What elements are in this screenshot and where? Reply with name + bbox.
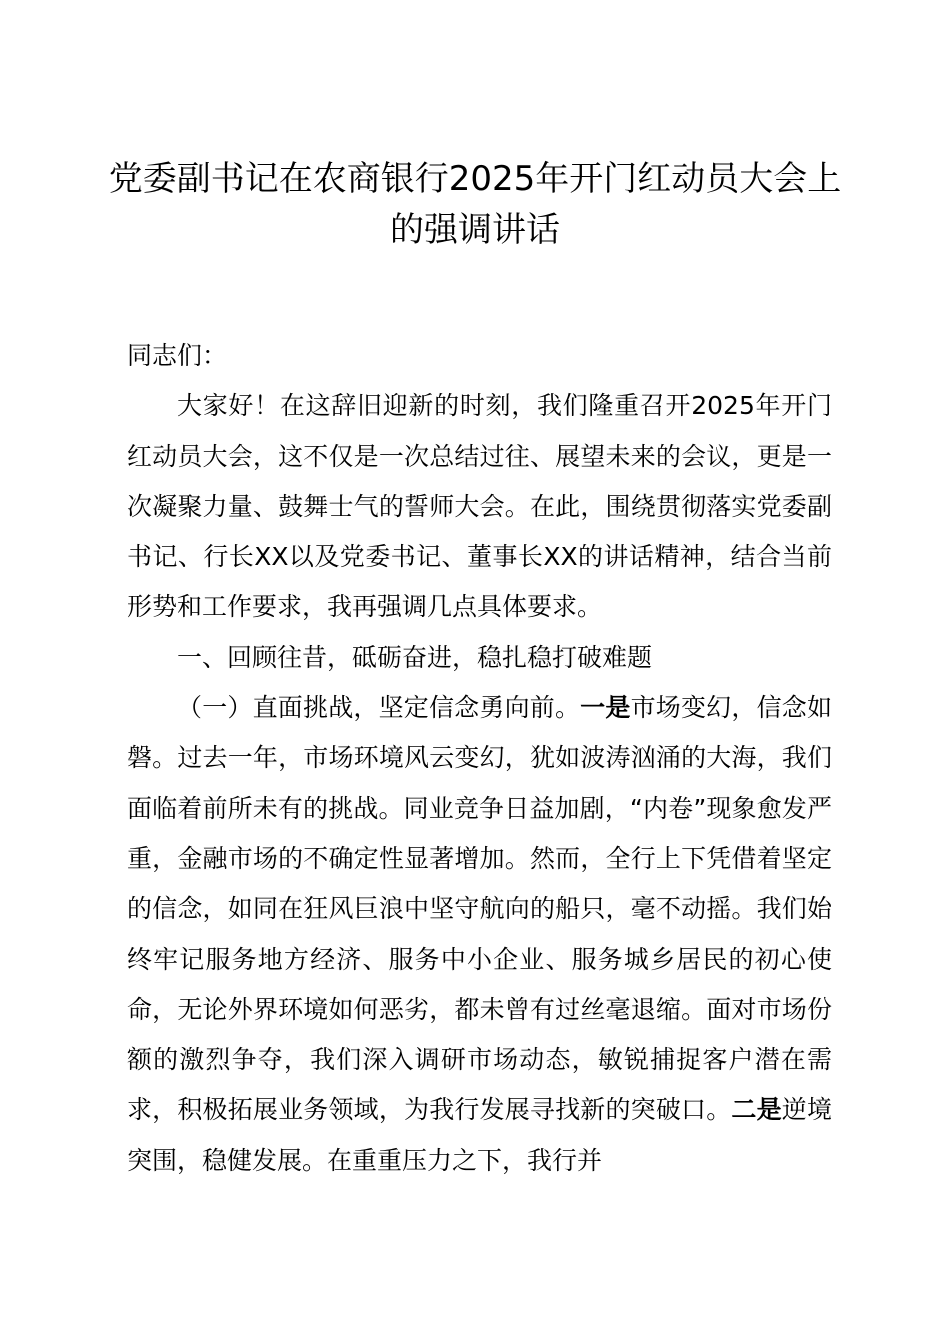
- subsection-lead: （一）直面挑战，坚定信念勇向前。: [177, 693, 581, 723]
- point-one-text: 市场变幻，信念如磐。过去一年，市场环境风云变幻，犹如波涛汹涌的大海，我们面临着前所未有的挑战。同业竞争日益加剧，“内卷”现象愈发严重，金融市场的不确定性显著增加。然而，全行上下凭借着坚定的信念，如同在狂风巨浪中坚守航向的船只，毫不动摇。我们始终牢记服务地方经济、服务中小企业、服务城乡居民的初心使命，无论外界环境如何恶劣，都未曾有过丝毫退缩。面对市场份额的激烈争夺，我们深入调研市场动态，敏锐捕捉客户潜在需求，积极拓展业务领域，为我行发展寻找新的突破口。: [127, 693, 832, 1125]
- document-title: 党委副书记在农商银行2025年开门红动员大会上的强调讲话: [108, 159, 842, 250]
- salutation: 同志们：: [127, 341, 228, 370]
- subsection-paragraph: [127, 683, 832, 1186]
- intro-paragraph: 大家好！在这辞旧迎新的时刻，我们隆重召开2025年开门红动员大会，这不仅是一次总结过往、展望未来的会议，更是一次凝聚力量、鼓舞士气的誓师大会。在此，围绕贯彻落实党委副书记、行长XX以及党委书记、董事长XX的讲话精神，结合当前形势和工作要求，我再强调几点具体要求。: [127, 391, 832, 622]
- point-two-text: 逆境突围，稳健发展。在重重压力之下，我行并: [127, 1095, 832, 1175]
- point-two-label: 二是: [731, 1095, 782, 1125]
- point-one-label: 一是: [580, 693, 631, 723]
- section-heading: 一、回顾往昔，砥砺奋进，稳扎稳打破难题: [177, 642, 653, 672]
- document-body: [127, 331, 832, 1186]
